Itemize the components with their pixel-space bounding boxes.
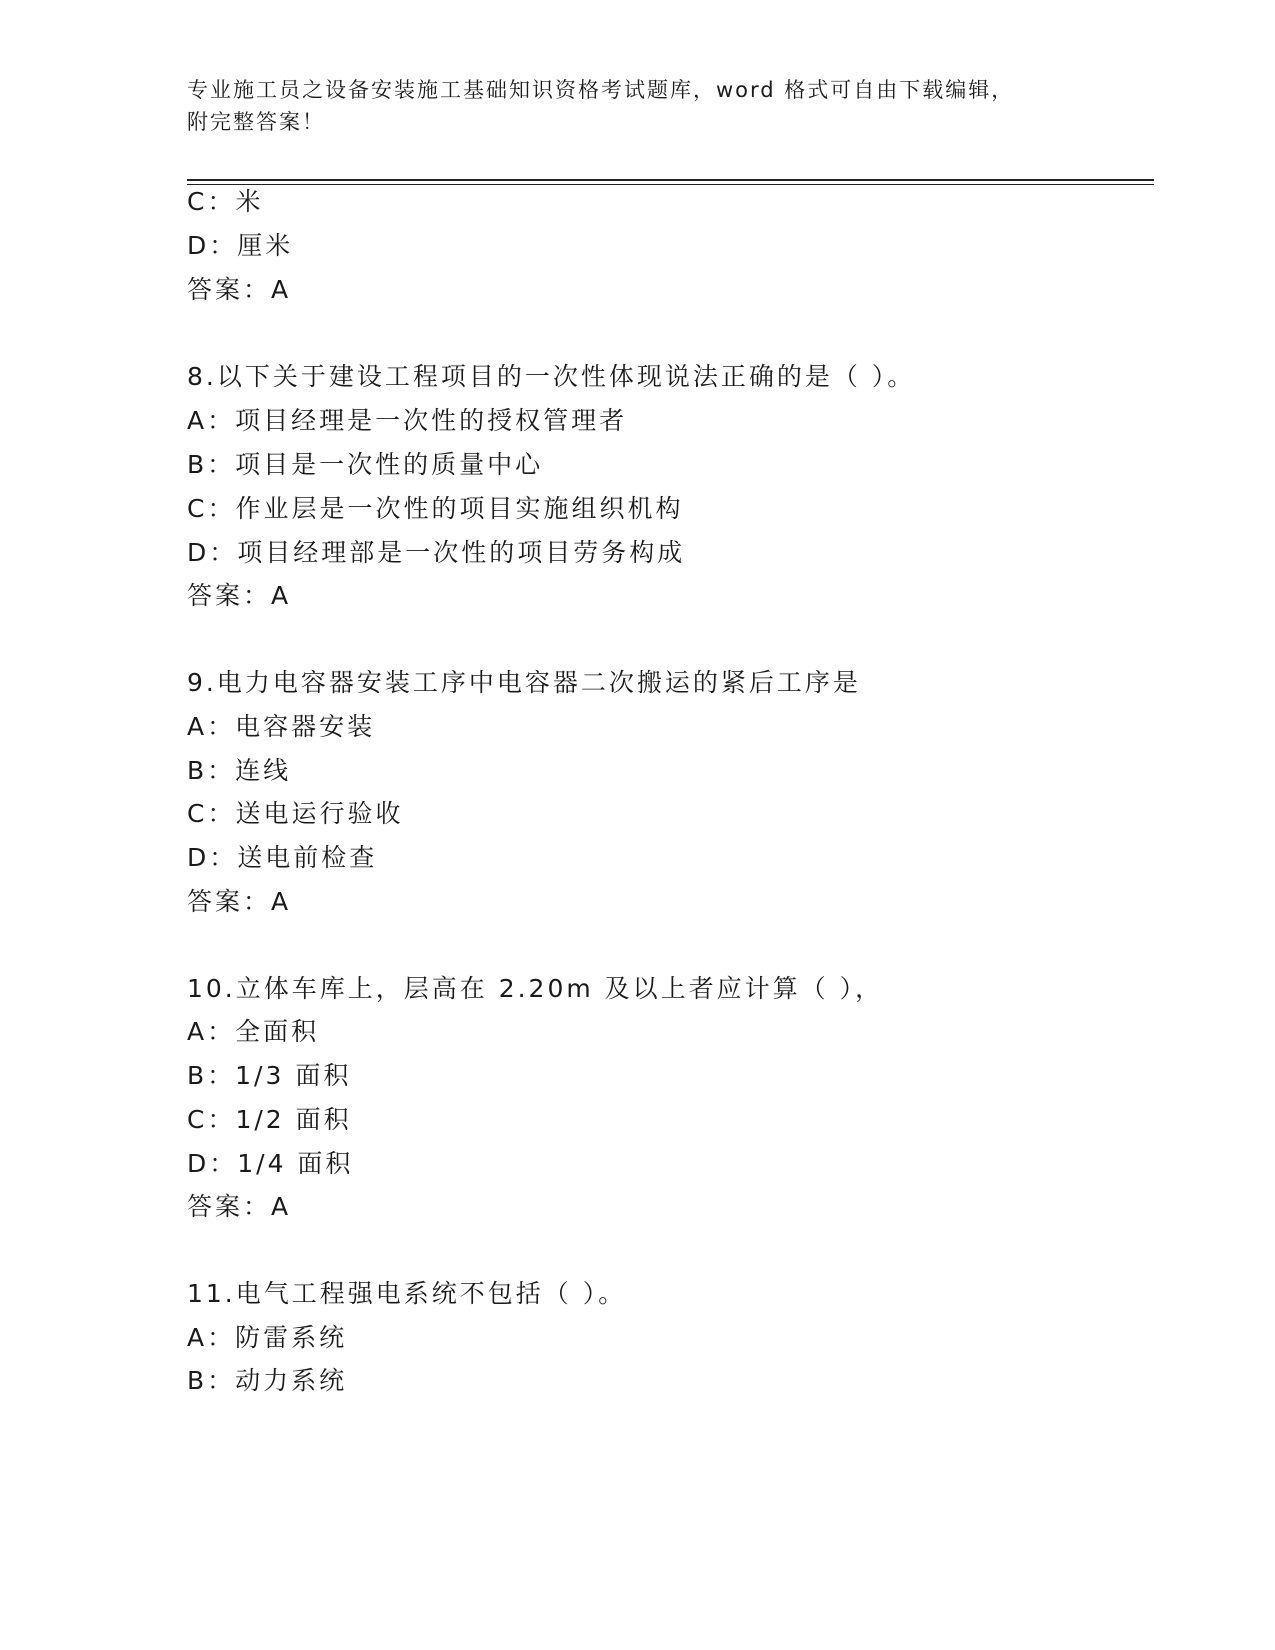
option-b: B：1/3 面积 <box>187 1061 352 1090</box>
option-d: D：项目经理部是一次性的项目劳务构成 <box>187 538 686 567</box>
question-stem: 10.立体车库上，层高在 2.20m 及以上者应计算（ ）， <box>187 974 884 1003</box>
option-b: B：项目是一次性的质量中心 <box>187 450 544 479</box>
option-c: C：作业层是一次性的项目实施组织机构 <box>187 494 684 523</box>
header-divider-thick <box>187 179 1154 181</box>
option-a: A：防雷系统 <box>187 1323 348 1352</box>
option-b: B：连线 <box>187 756 292 785</box>
option-c: C：送电运行验收 <box>187 799 404 828</box>
answer-line: 答案：A <box>187 275 292 304</box>
question-stem: 8.以下关于建设工程项目的一次性体现说法正确的是（ ）。 <box>187 362 916 391</box>
option-a: A：全面积 <box>187 1017 320 1046</box>
header-title-line-1: 专业施工员之设备安装施工基础知识资格考试题库，word 格式可自由下载编辑， <box>187 78 1015 102</box>
header-divider-thin <box>187 184 1154 185</box>
option-a: A：电容器安装 <box>187 712 376 741</box>
option-a: A：项目经理是一次性的授权管理者 <box>187 406 628 435</box>
option-b: B：动力系统 <box>187 1366 348 1395</box>
answer-line: 答案：A <box>187 1192 292 1221</box>
header-title-line-2: 附完整答案！ <box>187 110 325 134</box>
answer-line: 答案：A <box>187 887 292 916</box>
document-header <box>187 74 1067 138</box>
option-c: C：米 <box>187 187 264 216</box>
answer-line: 答案：A <box>187 581 292 610</box>
option-d: D：送电前检查 <box>187 843 378 872</box>
option-c: C：1/2 面积 <box>187 1105 352 1134</box>
option-d: D：1/4 面积 <box>187 1149 354 1178</box>
question-stem: 11.电气工程强电系统不包括（ ）。 <box>187 1279 627 1308</box>
question-stem: 9.电力电容器安装工序中电容器二次搬运的紧后工序是 <box>187 668 861 697</box>
option-d: D：厘米 <box>187 231 294 260</box>
